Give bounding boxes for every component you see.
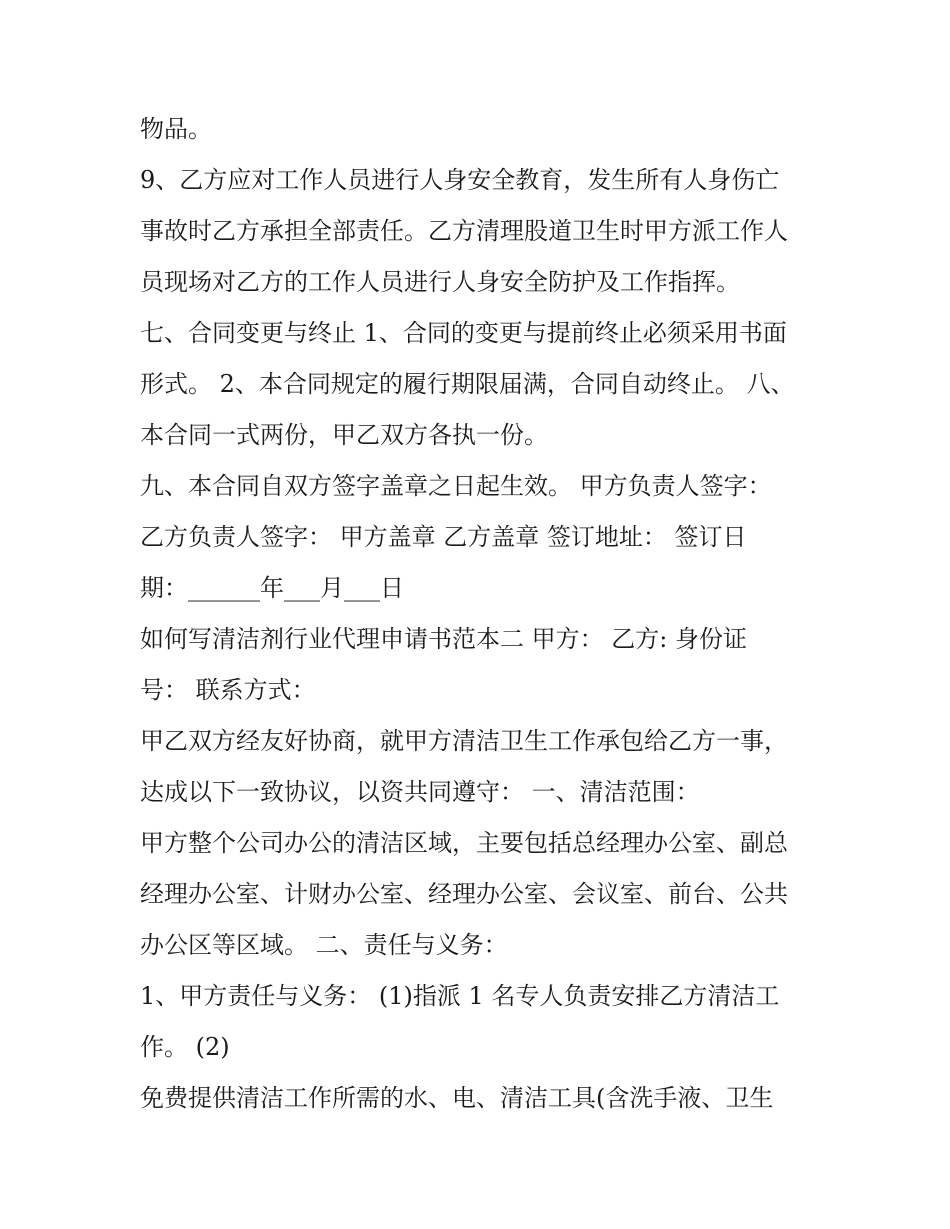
text-line: 七、合同变更与终止 1、合同的变更与提前终止必须采用书面 [140, 319, 787, 347]
text-line: 期：______年___月___日 [140, 574, 404, 602]
text-line: 本合同一式两份，甲乙双方各执一份。 [140, 421, 548, 449]
text-line: 员现场对乙方的工作人员进行人身安全防护及工作指挥。 [140, 268, 740, 296]
text-line: 如何写清洁剂行业代理申请书范本二 甲方： 乙方: 身份证 [140, 625, 747, 653]
text-line: 物品。 [140, 115, 212, 143]
text-line: 九、本合同自双方签字盖章之日起生效。 甲方负责人签字： [140, 472, 772, 500]
text-line: 事故时乙方承担全部责任。乙方清理股道卫生时甲方派工作人 [140, 217, 788, 245]
text-line: 办公区等区域。 二、责任与义务： [140, 931, 508, 959]
text-line: 作。 (2) [140, 1033, 230, 1061]
text-line: 1、甲方责任与义务： (1)指派 1 名专人负责安排乙方清洁工 [140, 982, 780, 1010]
text-line: 经理办公室、计财办公室、经理办公室、会议室、前台、公共 [140, 880, 788, 908]
text-line: 甲乙双方经友好协商，就甲方清洁卫生工作承包给乙方一事， [140, 727, 788, 755]
text-line: 免费提供清洁工作所需的水、电、清洁工具(含洗手液、卫生 [140, 1084, 774, 1112]
text-line: 号： 联系方式： [140, 676, 316, 704]
text-line: 乙方负责人签字： 甲方盖章 乙方盖章 签订地址： 签订日 [140, 523, 747, 551]
text-line: 形式。 2、本合同规定的履行期限届满，合同自动终止。 八、 [140, 370, 795, 398]
text-line: 甲方整个公司办公的清洁区域，主要包括总经理办公室、副总 [140, 829, 788, 857]
text-line: 达成以下一致协议，以资共同遵守： 一、清洁范围： [140, 778, 700, 806]
text-line: 9、乙方应对工作人员进行人身安全教育，发生所有人身伤亡 [140, 166, 780, 194]
